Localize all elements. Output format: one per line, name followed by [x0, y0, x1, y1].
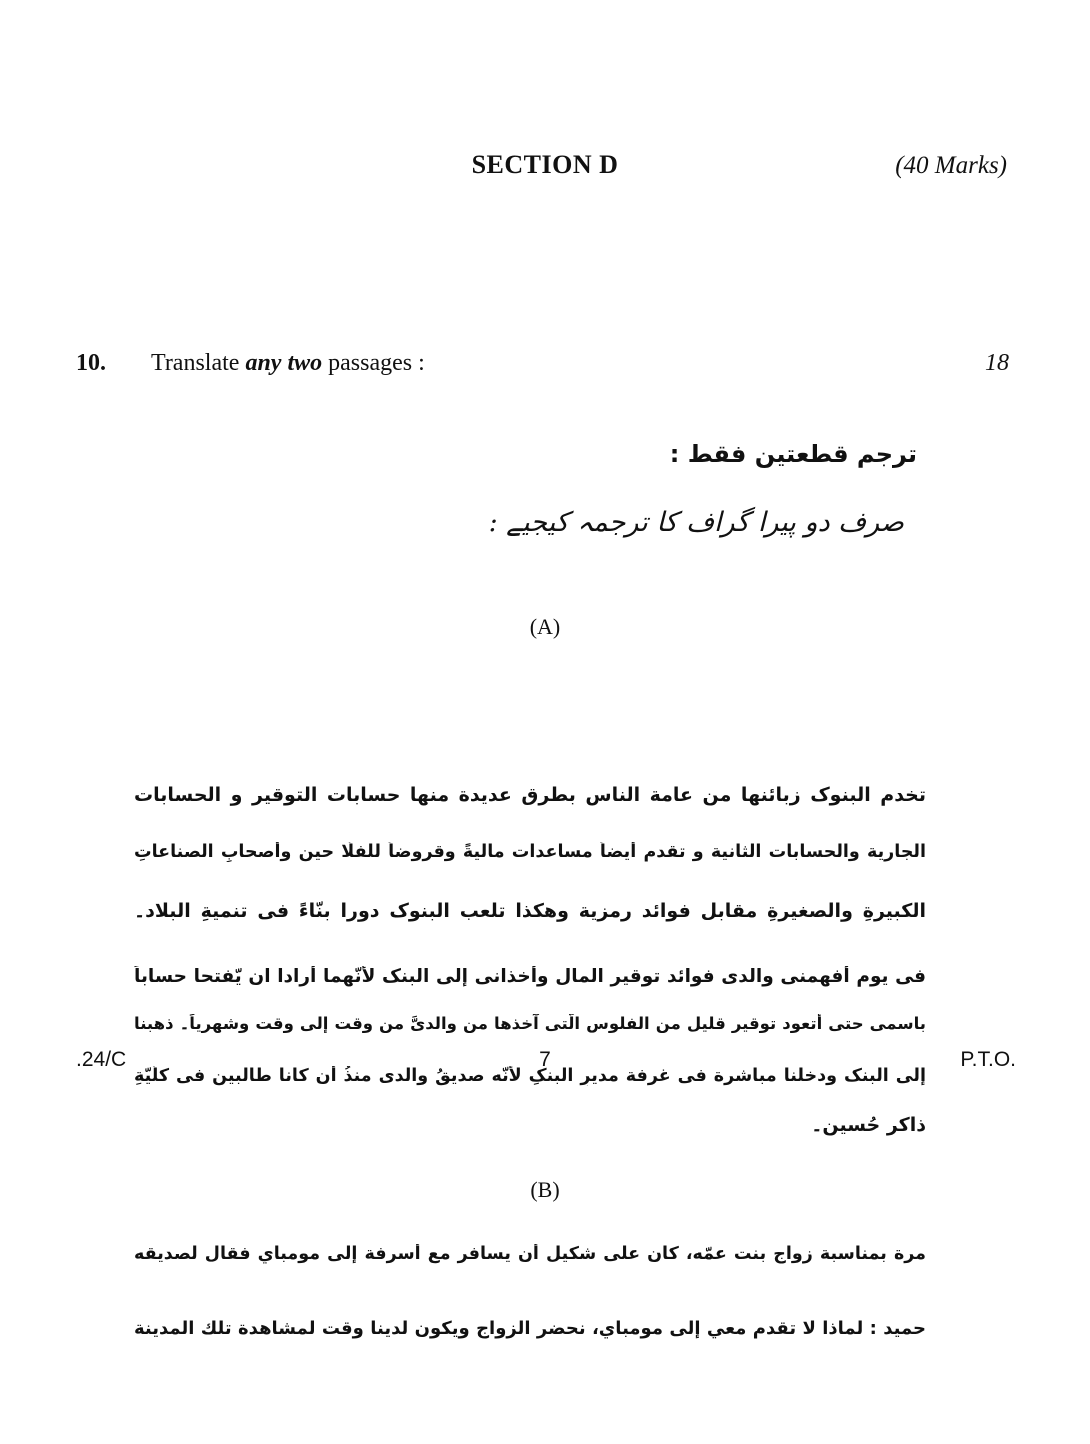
- passage-a-line: فی يوم أفهمنی والدی فوائد توقير المال وأخذانی إلی البنک لأنّهما أرادا ان يّفتحا حساباً: [134, 966, 926, 987]
- question-text-emphasis: any two: [245, 350, 323, 376]
- section-marks: (40 Marks): [895, 152, 1007, 179]
- pto-label: P.T.O.: [960, 1048, 1016, 1071]
- passage-a-line: إلی البنک ودخلنا مباشرة فی غرفة مديرِ البنکِ لأنّه صديقُ والدی منذُ أن كانا طالبين فی كلّيّةِ: [134, 1066, 926, 1086]
- instruction-arabic: ترجم قطعتين فقط :: [669, 440, 917, 468]
- question-text: [151, 350, 425, 377]
- passage-a-line: باسمی حتی أتعود توقير قليل من الفلوس الّتی آخذها من والدیَّ من وقت إلی وقت وشهرياً۔ ذهبنا: [134, 1014, 926, 1033]
- passage-b-label: (B): [530, 1177, 560, 1202]
- passage-b-line: مرة بمناسبة زواج بنت عمّه، كان علی شكيل أن يسافر مع أسرفة إلی مومباي فقال لصديقه: [134, 1244, 926, 1264]
- question-text-after: passages :: [322, 350, 425, 376]
- paper-code: .24/C: [76, 1048, 127, 1071]
- passage-a-line: ذاكر حُسين۔: [811, 1114, 926, 1136]
- passage-a-line: الكبيرةِ والصغيرةِ مقابل فوائد رمزية وهكذا تلعب البنوک دورا بنّاءً فی تنميةِ البلاد۔: [134, 900, 926, 922]
- passage-a-label: (A): [529, 614, 561, 639]
- page-number: 7: [539, 1048, 551, 1071]
- passage-b-line: حميد : لماذا لا تقدم معي إلی مومباي، نحضر الزواج ويكون لدينا وقت لمشاهدة تلك المدينة: [134, 1318, 926, 1339]
- passage-a-line: تخدم البنوک زبائنها من عامة الناس بطرق عديدة منها حسابات التوقير و الحسابات: [134, 784, 926, 806]
- question-number: 10.: [76, 350, 106, 376]
- instruction-urdu: صرف دو پیرا گراف کا ترجمہ کیجیے :: [488, 507, 904, 538]
- passage-a-line: الجارية والحسابات الثانية و تقدم أيضاً مساعدات ماليةً وقروضاً للفلّا حين وأصحابِ الصناعاتِ: [134, 842, 926, 862]
- question-marks: 18: [985, 350, 1009, 376]
- question-text-before: Translate: [151, 350, 246, 376]
- section-title: SECTION D: [471, 150, 619, 179]
